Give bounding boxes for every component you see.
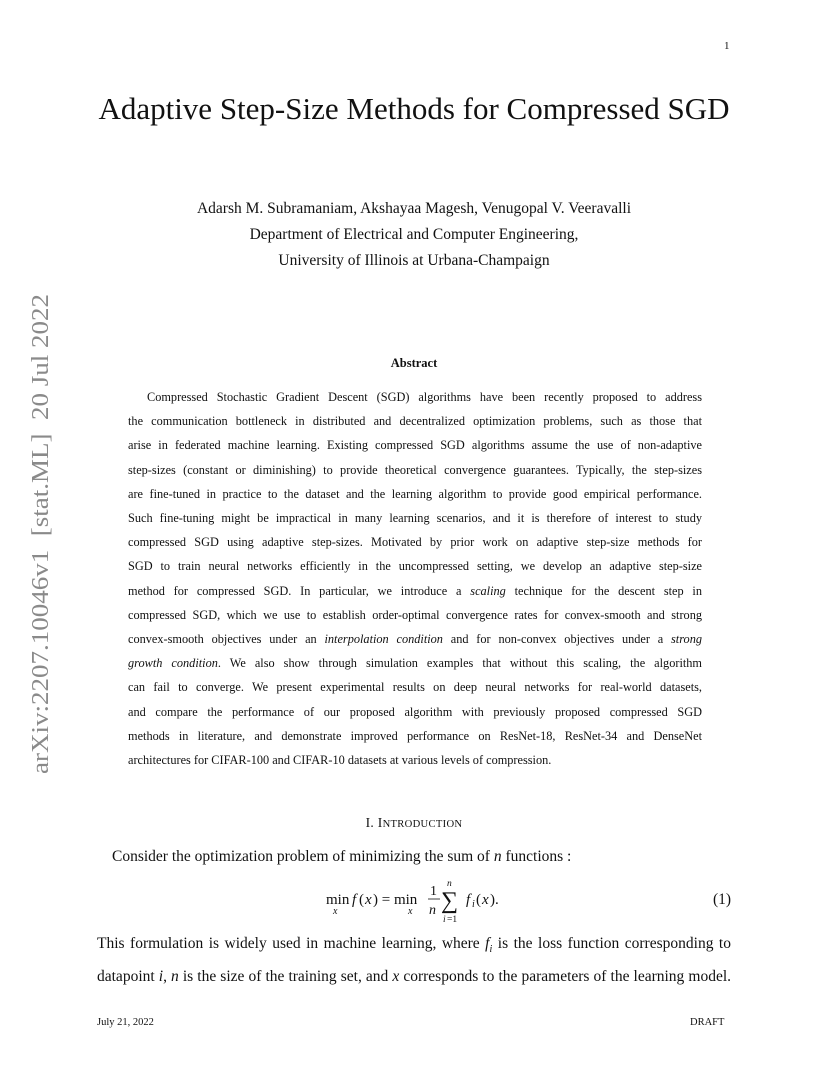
svg-text:x: x [408, 906, 413, 917]
arxiv-stamp-text: arXiv:2207.10046v1 [stat.ML] 20 Jul 2022 [28, 347, 54, 774]
paper-title: Adaptive Step-Size Methods for Compressed SGD [98, 91, 730, 126]
svg-text:i: i [443, 915, 446, 924]
equation-1 [0, 878, 828, 924]
abstract-line: step-sizes (constant or diminishing) to provide theoretical convergence guarantees. Typically, the step-sizes [128, 462, 702, 477]
svg-text:f: f [352, 892, 357, 908]
svg-text:i: i [472, 899, 475, 910]
abstract-emphasis: scaling [470, 583, 506, 598]
abstract-emphasis: strong [671, 632, 702, 647]
abstract-line: are fine-tuned in practice to the dataset and the learning algorithm to provide good empirical performance. [128, 486, 702, 501]
abstract-line: can fail to converge. We present experimental results on deep neural networks for real-world datasets, [128, 680, 702, 695]
abstract-text: method for compressed SGD. In particular, we introduce a [128, 583, 471, 598]
para-text: corresponds to the parameters of the learning model. [399, 968, 732, 986]
intro-line [112, 848, 732, 866]
abstract-line: SGD to train neural networks efficiently in the uncompressed setting, we develop an adaptive step-size [128, 559, 702, 574]
svg-text:n: n [429, 903, 436, 918]
section-numeral: I. I [365, 815, 383, 830]
svg-text:n: n [447, 879, 452, 889]
abstract-emphasis: growth condition [128, 656, 218, 671]
abstract-line: the communication bottleneck in distributed and decentralized optimization problems, such as those that [128, 414, 702, 429]
footer-date: July 21, 2022 [97, 1017, 154, 1028]
footer-draft: DRAFT [690, 1017, 725, 1028]
abstract-body [128, 385, 702, 772]
math-subscript: i [489, 944, 493, 956]
abstract-line [128, 579, 702, 603]
paragraph-line [97, 930, 731, 963]
svg-text:∑: ∑ [441, 888, 459, 914]
abstract-line: Compressed Stochastic Gradient Descent (SGD) algorithms have been recently proposed to address [147, 390, 702, 404]
abstract-line: methods in literature, and demonstrate improved performance on ResNet-18, ResNet-34 and DenseNet [128, 728, 702, 743]
intro-text: functions : [501, 848, 572, 865]
abstract-line: architectures for CIFAR-100 and CIFAR-10 datasets at various levels of compression. [128, 753, 552, 768]
section-heading [0, 815, 828, 831]
svg-text:x: x [482, 892, 489, 908]
math-var: n [493, 848, 502, 865]
intro-text: Consider the optimization problem of minimizing the sum of [112, 848, 494, 865]
equation-number: (1) [713, 891, 732, 908]
abstract-text: convex-smooth objectives under an [128, 632, 325, 647]
abstract-heading: Abstract [390, 356, 438, 370]
para-text: datapoint [97, 968, 159, 986]
math-var: n [171, 968, 179, 986]
abstract-line: compressed SGD, which we use to establish order-optimal convergence rates for convex-smooth and strong [128, 607, 702, 622]
author-names: Adarsh M. Subramaniam, Akshayaa Magesh, Venugopal V. Veeravalli [196, 200, 632, 217]
abstract-line: compressed SGD using adaptive step-sizes. Motivated by prior work on adaptive step-size methods for [128, 535, 702, 550]
page-number: 1 [724, 40, 730, 52]
svg-text:(: ( [476, 892, 481, 908]
paragraph-line [97, 963, 731, 990]
abstract-line [128, 627, 702, 651]
author-university: University of Illinois at Urbana-Champaign [278, 252, 550, 269]
abstract-line [128, 651, 702, 675]
svg-text:f: f [466, 892, 471, 908]
abstract-line: Such fine-tuning might be impractical in many learning scenarios, and it is therefore of interest to study [128, 511, 702, 526]
svg-text:) = min: ) = min [373, 892, 418, 908]
para-text: is the loss function corresponding to [492, 935, 731, 952]
svg-text:x: x [365, 892, 372, 908]
para-text: This formulation is widely used in machine learning, where [97, 935, 486, 952]
abstract-text: and for non-convex objectives under a [442, 632, 672, 647]
svg-text:(: ( [359, 892, 364, 908]
section-name: NTRODUCTION [382, 819, 463, 830]
para-text: is the size of the training set, and [178, 968, 393, 986]
author-department: Department of Electrical and Computer Engineering, [249, 226, 579, 243]
abstract-text: technique for the descent step in [514, 583, 702, 598]
math-var: i [158, 968, 164, 986]
para-text: , [163, 968, 172, 986]
svg-text:=1: =1 [447, 915, 458, 924]
intro-paragraph [97, 930, 731, 990]
svg-text:1: 1 [430, 884, 437, 899]
abstract-line: and compare the performance of our proposed algorithm with previously proposed compressed SGD [128, 704, 702, 719]
math-var: f [485, 935, 490, 952]
abstract-text: . We also show through simulation examples that without this scaling, the algorithm [217, 656, 702, 671]
svg-text:).: ). [490, 892, 499, 908]
svg-text:x: x [333, 906, 338, 917]
author-block [80, 196, 748, 274]
abstract-line: arise in federated machine learning. Existing compressed SGD algorithms assume the use of non-adaptive [128, 438, 702, 453]
math-var: x [392, 968, 400, 986]
svg-text:min: min [326, 892, 350, 908]
abstract-emphasis: interpolation condition [324, 632, 443, 647]
